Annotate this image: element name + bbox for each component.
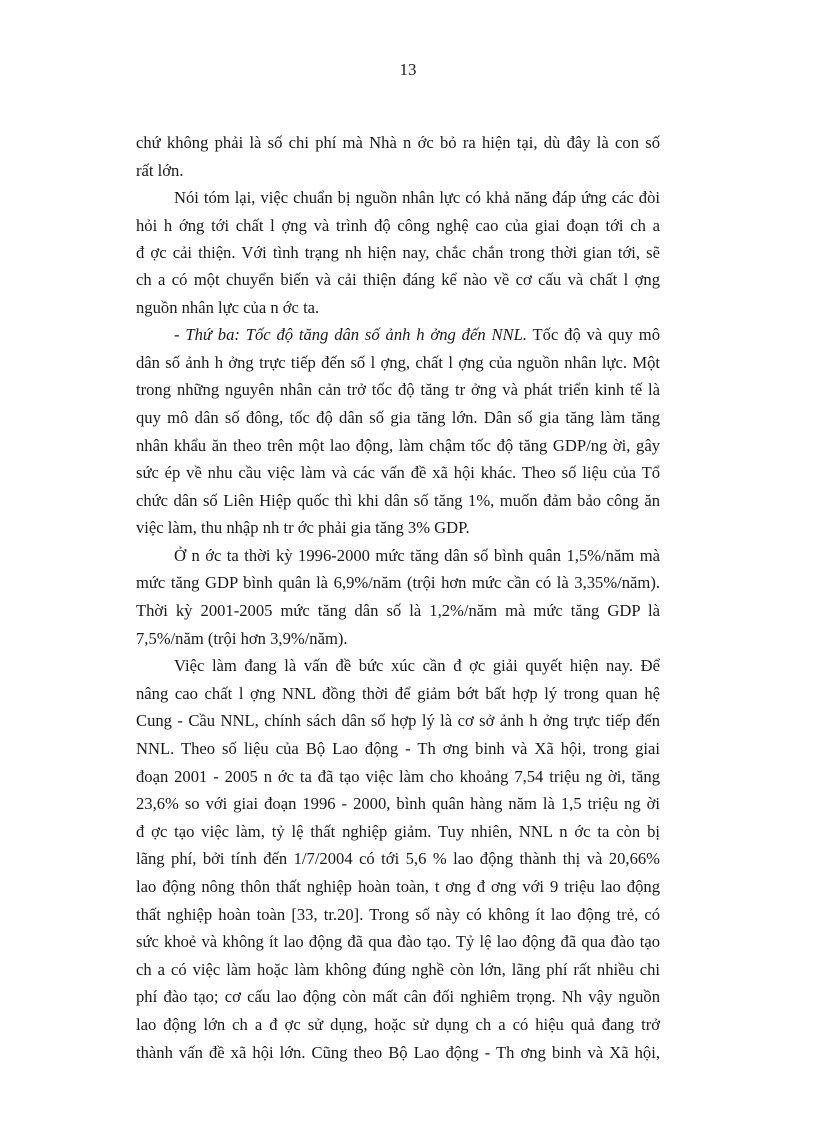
text-line: Việc làm đang là vấn đề bức xúc cần đ ợc giải quyết hiện nay. Để: [174, 656, 660, 676]
document-body: [136, 129, 660, 1066]
text-line: đ ợc cải thiện. Với tình trạng nh hiện nay, chắc chắn trong thời gian tới, sẽ: [136, 242, 660, 262]
text-line: dân số ảnh h ởng trực tiếp đến số l ợng, chất l ợng của nguồn nhân lực. Một: [136, 352, 660, 372]
text-line: quy mô dân số đông, tốc độ dân số gia tăng lớn. Dân số gia tăng làm tăng: [136, 407, 660, 427]
paragraph-1: [136, 129, 660, 184]
text-line: 7,5%/năm (trội hơn 3,9%/năm).: [136, 628, 348, 648]
text-line: [136, 321, 660, 349]
text-line: thành vấn đề xã hội lớn. Cũng theo Bộ Lao động - Th ơng binh và Xã hội,: [136, 1042, 660, 1062]
text-line: việc làm, thu nhập nh tr ớc phải gia tăng 3% GDP.: [136, 518, 470, 538]
italic-heading: - Thứ ba: Tốc độ tăng dân số ảnh h ởng đến NNL.: [174, 325, 527, 345]
text-line: nhân khẩu ăn theo trên một lao động, làm chậm tốc độ tăng GDP/ng ời, gây: [136, 435, 660, 455]
text-line: phí đào tạo; cơ cấu lao động còn mất cân đối nghiêm trọng. Nh vậy nguồn: [136, 987, 660, 1007]
text-run: Tốc độ và quy mô: [526, 325, 661, 345]
text-line: sức khoẻ và không ít lao động đã qua đào tạo. Tỷ lệ lao động đã qua đào tạo: [136, 932, 660, 952]
text-line: rất lớn.: [136, 160, 184, 180]
text-line: Ở n ớc ta thời kỳ 1996-2000 mức tăng dân số bình quân 1,5%/năm mà: [174, 545, 660, 565]
text-line: lao động lớn ch a đ ợc sử dụng, hoặc sử dụng ch a có hiệu quả đang trở: [136, 1014, 660, 1034]
text-line: 23,6% so với giai đoạn 1996 - 2000, bình quân hàng năm là 1,5 triệu ng ời: [136, 794, 660, 814]
text-line: lao động nông thôn thất nghiệp hoàn toàn, t ơng đ ơng với 9 triệu lao động: [136, 877, 660, 897]
paragraph-5: [136, 652, 660, 1066]
text-line: ch a có một chuyển biến và cải thiện đáng kể nào về cơ cấu và chất l ợng: [136, 270, 660, 290]
text-line: sức ép về nhu cầu việc làm và các vấn đề xã hội khác. Theo số liệu của Tổ: [136, 463, 660, 483]
text-line: đ ợc tạo việc làm, tỷ lệ thất nghiệp giảm. Tuy nhiên, NNL n ớc ta còn bị: [136, 821, 660, 841]
text-line: chức dân số Liên Hiệp quốc thì khi dân số tăng 1%, muốn đảm bảo công ăn: [136, 490, 660, 510]
text-line: Cung - Cầu NNL, chính sách dân số hợp lý là cơ sở ảnh h ởng trực tiếp đến: [136, 711, 660, 731]
text-line: mức tăng GDP bình quân là 6,9%/năm (trội hơn mức cần có là 3,35%/năm).: [136, 573, 660, 593]
text-line: đoạn 2001 - 2005 n ớc ta đã tạo việc làm cho khoảng 7,54 triệu ng ời, tăng: [136, 766, 660, 786]
text-line: chứ không phải là số chi phí mà Nhà n ớc bỏ ra hiện tại, dù đây là con số: [136, 133, 660, 152]
text-line: trong những nguyên nhân cản trở tốc độ tăng tr ởng và phát triển kinh tế là: [136, 380, 660, 400]
page-number: 13: [399, 60, 417, 79]
paragraph-2: [136, 184, 660, 321]
text-line: Thời kỳ 2001-2005 mức tăng dân số là 1,2%/năm mà mức tăng GDP là: [136, 601, 660, 621]
text-line: hỏi h ớng tới chất l ợng và trình độ công nghệ cao của giai đoạn tới ch a: [136, 215, 660, 235]
text-line: lãng phí, bởi tính đến 1/7/2004 có tới 5,6 % lao động thành thị và 20,66%: [136, 849, 660, 869]
text-line: thất nghiệp hoàn toàn [33, tr.20]. Trong số này có không ít lao động trẻ, có: [136, 904, 660, 924]
text-line: Nói tóm lại, việc chuẩn bị nguồn nhân lực có khả năng đáp ứng các đòi: [174, 188, 660, 208]
text-line: nâng cao chất l ợng NNL đồng thời để giảm bớt bất hợp lý trong quan hệ: [136, 683, 660, 703]
text-line: nguồn nhân lực của n ớc ta.: [136, 297, 320, 317]
text-line: NNL. Theo số liệu của Bộ Lao động - Th ơng binh và Xã hội, trong giai: [136, 739, 660, 759]
paragraph-4: [136, 542, 660, 652]
paragraph-3: [136, 321, 660, 542]
text-line: ch a có việc làm hoặc làm không đúng nghề còn lớn, lãng phí rất nhiều chi: [136, 959, 660, 979]
